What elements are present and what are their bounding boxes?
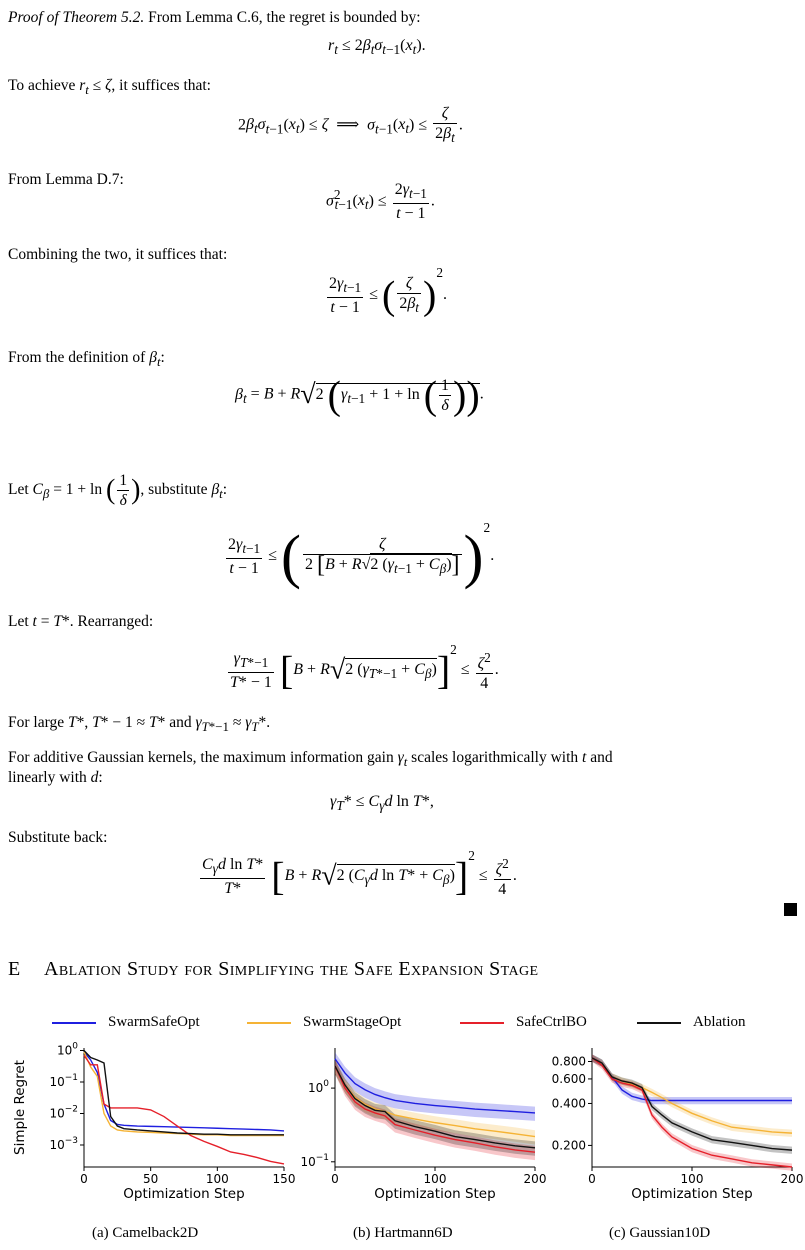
x-tick-label: 150	[272, 1172, 296, 1186]
legend-item-swarmstageopt: SwarmStageOpt	[247, 1014, 401, 1031]
y-tick-label: 0.200	[551, 1138, 586, 1153]
proof-from-d7: From Lemma D.7:	[8, 171, 124, 188]
legend-swatch	[52, 1022, 96, 1024]
section-heading	[8, 958, 538, 981]
series-swarmsafeopt	[84, 1052, 284, 1131]
y-tick-label: 0.800	[551, 1054, 586, 1069]
proof-let-c: Let $C_\beta = 1 + \ln$ ( $\frac{1}{\delta}$ ), substitute $\beta_t$:	[8, 472, 228, 509]
x-axis-label: Optimization Step	[374, 1186, 496, 1202]
section-title: Ablation Study for Simplifying the Safe Expansion Stage	[44, 958, 539, 980]
chart-2	[552, 1048, 804, 1202]
eq-substituted: $\frac{2\gamma_{t-1}}{t - 1}$ ≤ ( $\frac{\zeta}{2 [B + R√2 (\gamma_{t-1} + C_\beta)]}$ )$^2$.	[228, 520, 495, 590]
chart-0	[12, 1041, 295, 1202]
proof-let-t: Let t = T*. Rearranged:	[8, 613, 154, 630]
x-tick-label: 0	[80, 1172, 88, 1186]
proof-linearly: linearly with d:	[8, 769, 103, 786]
x-tick-label: 100	[205, 1172, 229, 1186]
caption-a: (a) Camelback2D	[92, 1225, 199, 1241]
x-axis-label: Optimization Step	[631, 1186, 753, 1202]
x-tick-label: 50	[143, 1172, 159, 1186]
proof-head: Proof of Theorem 5.2.	[8, 9, 145, 26]
legend-swatch	[637, 1022, 681, 1024]
section-number: E	[8, 958, 21, 980]
eq-combined: $\frac{2\gamma_{t-1}}{t - 1}$ ≤ ( $\frac{\zeta}{2\beta_t}$ )$^2$.	[329, 265, 447, 318]
legend-item-swarmsafeopt: SwarmSafeOpt	[52, 1014, 200, 1031]
x-tick-label: 100	[680, 1172, 704, 1186]
y-tick-label: $10^{-1}$	[300, 1152, 329, 1169]
eq-sigma-bound: $2\beta_t\sigma_{t-1}(x_t) \le \zeta$ ⟹ $\sigma_{t-1}(x_t)$ ≤ $\frac{\zeta}{2\beta_t}$ .	[238, 105, 463, 146]
eq-regret-bound: $r_t \le 2\beta_t\sigma_{t-1}(x_t)$.	[328, 37, 426, 58]
proof-achieve: To achieve $r_t \le \zeta$, it suffices that:	[8, 77, 211, 98]
charts-svg	[0, 1040, 805, 1225]
legend-item-safectrlbo: SafeCtrlBO	[460, 1014, 587, 1031]
band-swarmstageopt	[592, 1054, 792, 1137]
legend-item-ablation: Ablation	[637, 1014, 746, 1031]
eq-rearranged: $\frac{\gamma_{T*-1}}{T* - 1}$ [B + R√2 $(\gamma_{T*-1} + C_\beta)]^2$ ≤ $\frac{\zeta^2}{4}$ .	[230, 642, 499, 693]
eq-gamma-bound: $\gamma_T* \le C_\gamma d$ ln T*,	[330, 793, 434, 814]
proof-for-large: For large T*, T* − 1 ≈ T* and $\gamma_{T*-1} \approx \gamma_T*$.	[8, 714, 271, 735]
eq-beta-def: $\beta_t = B + R√2$ ($\gamma_{t-1} + 1 + \ln$ ( $\frac{1}{\delta}$ )).	[235, 372, 484, 417]
y-tick-label: $10^0$	[56, 1041, 78, 1058]
proof-combining: Combining the two, it suffices that:	[8, 246, 228, 263]
proof-intro: Proof of Theorem 5.2. From Lemma C.6, the regret is bounded by:	[8, 9, 421, 26]
series-safectrlbo	[84, 1055, 284, 1164]
x-tick-label: 0	[331, 1172, 339, 1186]
caption-b: (b) Hartmann6D	[353, 1225, 453, 1241]
y-tick-label: $10^0$	[307, 1079, 329, 1096]
y-tick-label: $10^{-1}$	[49, 1072, 78, 1089]
series-ablation	[84, 1050, 284, 1134]
legend-swatch	[460, 1022, 504, 1024]
caption-c: (c) Gaussian10D	[609, 1225, 711, 1241]
y-tick-label: $10^{-3}$	[49, 1135, 78, 1152]
x-tick-label: 100	[423, 1172, 447, 1186]
x-tick-label: 200	[780, 1172, 804, 1186]
x-tick-label: 200	[523, 1172, 547, 1186]
series-swarmstageopt	[592, 1058, 792, 1133]
y-tick-label: 0.400	[551, 1096, 586, 1111]
chart-legend	[52, 1014, 792, 1036]
y-tick-label: 0.600	[551, 1071, 586, 1086]
legend-swatch	[247, 1022, 291, 1024]
proof-sub-back: Substitute back:	[8, 829, 108, 846]
proof-additive: For additive Gaussian kernels, the maximum information gain $\gamma_t$ scales logarithmically with t and	[8, 749, 613, 770]
proof-from-def: From the definition of $\beta_t$:	[8, 349, 165, 370]
eq-lemma-d7: $\sigma^2_{t-1}(x_t)$ ≤ $\frac{2\gamma_{t-1}}{t - 1}$ .	[326, 181, 435, 223]
x-tick-label: 0	[588, 1172, 596, 1186]
x-axis-label: Optimization Step	[123, 1186, 245, 1202]
eq-final: $\frac{C_\gamma d \ln T*}{T*}$ [B + R√2 ($C_\gamma d$ $\ln T* + C_\beta)]^2$ ≤ $\frac{\zeta^2}{4}$ .	[202, 848, 517, 899]
qed-symbol	[784, 903, 797, 916]
y-tick-label: $10^{-2}$	[49, 1104, 78, 1121]
y-axis-label: Simple Regret	[12, 1060, 28, 1155]
chart-1	[300, 1048, 546, 1202]
